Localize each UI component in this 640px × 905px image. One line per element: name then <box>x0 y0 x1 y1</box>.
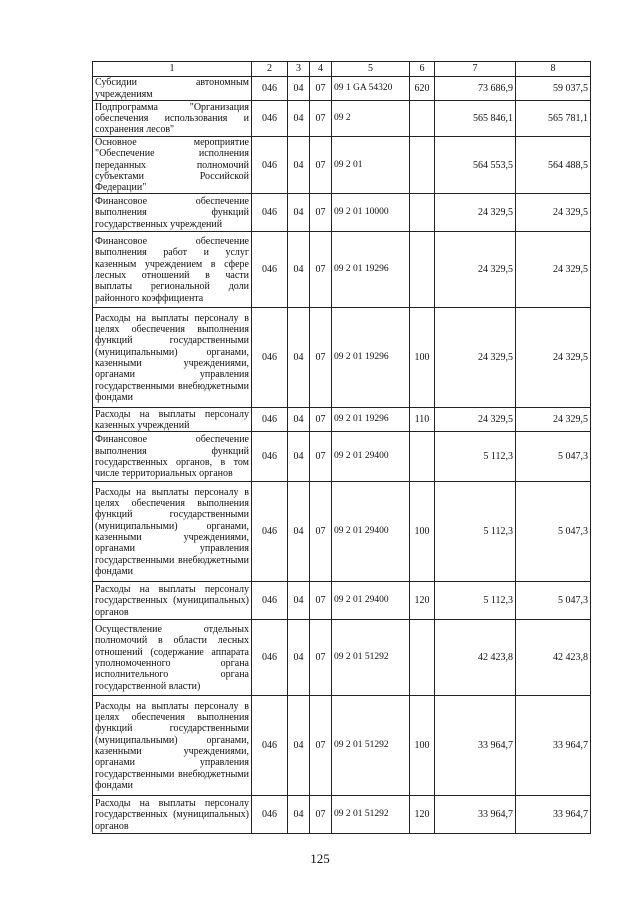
section-cell: 04 <box>288 796 310 834</box>
amount-year1-cell: 24 329,5 <box>435 408 516 432</box>
table-row <box>93 620 591 696</box>
admin-code-cell: 046 <box>252 432 288 482</box>
amount-year1-cell: 565 846,1 <box>435 101 516 137</box>
table-row <box>93 696 591 796</box>
subsection-cell: 07 <box>310 696 332 796</box>
column-header: 5 <box>332 62 410 77</box>
amount-year2-cell: 24 329,5 <box>516 232 591 308</box>
subsection-cell: 07 <box>310 796 332 834</box>
amount-year2-cell: 5 047,3 <box>516 582 591 620</box>
column-header: 6 <box>410 62 435 77</box>
amount-year2-cell: 42 423,8 <box>516 620 591 696</box>
target-article-cell: 09 2 01 <box>332 137 410 194</box>
row-name-cell: Расходы на выплаты персоналу казенных учреждений <box>93 408 252 432</box>
target-article-cell: 09 2 01 29400 <box>332 482 410 582</box>
subsection-cell: 07 <box>310 232 332 308</box>
row-name-cell: Расходы на выплаты персоналу в целях обеспечения выполнения функций государственными (муниципальными) органами, казенными учреждениями, органами управления государственными внебюджетными фондами <box>93 482 252 582</box>
amount-year2-cell: 33 964,7 <box>516 796 591 834</box>
column-header: 1 <box>93 62 252 77</box>
amount-year2-cell: 33 964,7 <box>516 696 591 796</box>
admin-code-cell: 046 <box>252 101 288 137</box>
target-article-cell: 09 2 01 51292 <box>332 620 410 696</box>
column-header: 4 <box>310 62 332 77</box>
section-cell: 04 <box>288 408 310 432</box>
admin-code-cell: 046 <box>252 232 288 308</box>
target-article-cell: 09 2 01 29400 <box>332 582 410 620</box>
subsection-cell: 07 <box>310 582 332 620</box>
column-header: 3 <box>288 62 310 77</box>
admin-code-cell: 046 <box>252 582 288 620</box>
expense-type-cell: 100 <box>410 696 435 796</box>
admin-code-cell: 046 <box>252 77 288 101</box>
row-name-cell: Осуществление отдельных полномочий в области лесных отношений (содержание аппарата уполномоченного органа исполнительного органа государственной власти) <box>93 620 252 696</box>
target-article-cell: 09 2 01 19296 <box>332 308 410 408</box>
target-article-cell: 09 2 01 51292 <box>332 796 410 834</box>
row-name-cell: Субсидии автономным учреждениям <box>93 77 252 101</box>
row-name-cell: Финансовое обеспечение выполнения функций государственных учреждений <box>93 194 252 232</box>
subsection-cell: 07 <box>310 308 332 408</box>
subsection-cell: 07 <box>310 77 332 101</box>
subsection-cell: 07 <box>310 101 332 137</box>
amount-year1-cell: 564 553,5 <box>435 137 516 194</box>
table-row <box>93 432 591 482</box>
amount-year2-cell: 24 329,5 <box>516 194 591 232</box>
admin-code-cell: 046 <box>252 308 288 408</box>
row-name-cell: Расходы на выплаты персоналу в целях обеспечения выполнения функций государственными (муниципальными) органами, казенными учреждениями, органами управления государственными внебюджетными фондами <box>93 308 252 408</box>
subsection-cell: 07 <box>310 194 332 232</box>
section-cell: 04 <box>288 232 310 308</box>
amount-year2-cell: 5 047,3 <box>516 482 591 582</box>
admin-code-cell: 046 <box>252 408 288 432</box>
amount-year1-cell: 33 964,7 <box>435 696 516 796</box>
column-header: 7 <box>435 62 516 77</box>
amount-year1-cell: 5 112,3 <box>435 582 516 620</box>
amount-year1-cell: 5 112,3 <box>435 432 516 482</box>
admin-code-cell: 046 <box>252 620 288 696</box>
amount-year1-cell: 24 329,5 <box>435 308 516 408</box>
subsection-cell: 07 <box>310 408 332 432</box>
expense-type-cell <box>410 137 435 194</box>
row-name-cell: Расходы на выплаты персоналу государственных (муниципальных) органов <box>93 796 252 834</box>
amount-year1-cell: 73 686,9 <box>435 77 516 101</box>
expense-type-cell <box>410 432 435 482</box>
row-name-cell: Основное мероприятие "Обеспечение исполнения переданных полномочий субъектами Российской Федерации" <box>93 137 252 194</box>
section-cell: 04 <box>288 194 310 232</box>
target-article-cell: 09 1 GA 54320 <box>332 77 410 101</box>
section-cell: 04 <box>288 620 310 696</box>
amount-year2-cell: 564 488,5 <box>516 137 591 194</box>
table-row <box>93 308 591 408</box>
row-name-cell: Финансовое обеспечение выполнения функций государственных органов, в том числе территориальных органов <box>93 432 252 482</box>
subsection-cell: 07 <box>310 137 332 194</box>
amount-year1-cell: 24 329,5 <box>435 194 516 232</box>
target-article-cell: 09 2 01 10000 <box>332 194 410 232</box>
target-article-cell: 09 2 01 51292 <box>332 696 410 796</box>
expense-type-cell: 120 <box>410 796 435 834</box>
table-row <box>93 137 591 194</box>
target-article-cell: 09 2 01 19296 <box>332 408 410 432</box>
section-cell: 04 <box>288 432 310 482</box>
admin-code-cell: 046 <box>252 194 288 232</box>
table-row <box>93 796 591 834</box>
subsection-cell: 07 <box>310 432 332 482</box>
target-article-cell: 09 2 01 29400 <box>332 432 410 482</box>
subsection-cell: 07 <box>310 620 332 696</box>
expense-type-cell: 120 <box>410 582 435 620</box>
table-row <box>93 408 591 432</box>
target-article-cell: 09 2 <box>332 101 410 137</box>
table-row <box>93 582 591 620</box>
table-row <box>93 482 591 582</box>
section-cell: 04 <box>288 482 310 582</box>
row-name-cell: Финансовое обеспечение выполнения работ и услуг казенным учреждением в сфере лесных отношений в части выплаты региональной доли районного коэффициента <box>93 232 252 308</box>
amount-year2-cell: 5 047,3 <box>516 432 591 482</box>
table-row <box>93 232 591 308</box>
amount-year1-cell: 33 964,7 <box>435 796 516 834</box>
section-cell: 04 <box>288 137 310 194</box>
subsection-cell: 07 <box>310 482 332 582</box>
amount-year1-cell: 24 329,5 <box>435 232 516 308</box>
target-article-cell: 09 2 01 19296 <box>332 232 410 308</box>
table-row <box>93 194 591 232</box>
amount-year1-cell: 42 423,8 <box>435 620 516 696</box>
amount-year1-cell: 5 112,3 <box>435 482 516 582</box>
section-cell: 04 <box>288 77 310 101</box>
expense-type-cell <box>410 101 435 137</box>
table-row <box>93 101 591 137</box>
expense-type-cell: 100 <box>410 308 435 408</box>
section-cell: 04 <box>288 101 310 137</box>
expense-type-cell: 100 <box>410 482 435 582</box>
budget-table <box>92 61 591 834</box>
expense-type-cell <box>410 194 435 232</box>
admin-code-cell: 046 <box>252 482 288 582</box>
section-cell: 04 <box>288 696 310 796</box>
row-name-cell: Расходы на выплаты персоналу в целях обеспечения выполнения функций государственными (муниципальными) органами, казенными учреждениями, органами управления государственными внебюджетными фондами <box>93 696 252 796</box>
expense-type-cell <box>410 620 435 696</box>
admin-code-cell: 046 <box>252 796 288 834</box>
expense-type-cell: 620 <box>410 77 435 101</box>
table-body <box>93 77 591 834</box>
expense-type-cell <box>410 232 435 308</box>
section-cell: 04 <box>288 308 310 408</box>
amount-year2-cell: 565 781,1 <box>516 101 591 137</box>
column-header: 2 <box>252 62 288 77</box>
column-header: 8 <box>516 62 591 77</box>
expense-type-cell: 110 <box>410 408 435 432</box>
page-number: 125 <box>310 851 330 866</box>
admin-code-cell: 046 <box>252 696 288 796</box>
row-name-cell: Подпрограмма "Организация обеспечения использования и сохранения лесов" <box>93 101 252 137</box>
section-cell: 04 <box>288 582 310 620</box>
amount-year2-cell: 59 037,5 <box>516 77 591 101</box>
amount-year2-cell: 24 329,5 <box>516 308 591 408</box>
admin-code-cell: 046 <box>252 137 288 194</box>
row-name-cell: Расходы на выплаты персоналу государственных (муниципальных) органов <box>93 582 252 620</box>
table-row <box>93 77 591 101</box>
header-row <box>93 62 591 77</box>
amount-year2-cell: 24 329,5 <box>516 408 591 432</box>
